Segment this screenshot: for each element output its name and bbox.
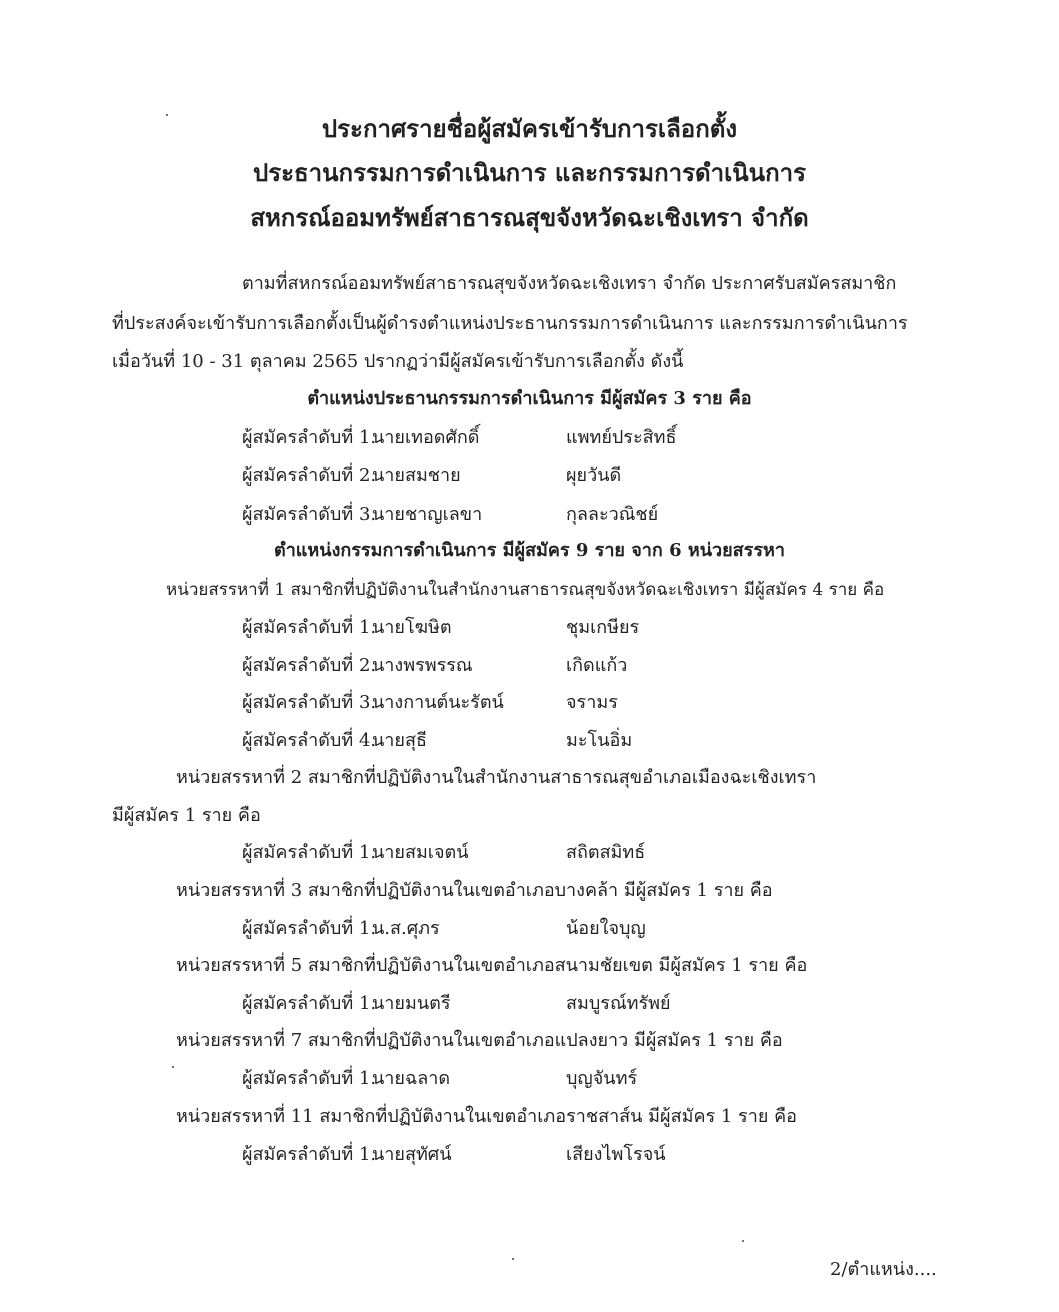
candidate-first-name: นายชาญเลขา bbox=[372, 504, 483, 525]
unit-heading: หน่วยสรรหาที่ 1 สมาชิกที่ปฏิบัติงานในสำนักงานสาธารณสุขจังหวัดฉะเชิงเทรา มีผู้สมัคร 4 ราย คือ bbox=[166, 580, 885, 600]
candidate-first-name: นายสุธี bbox=[372, 730, 427, 751]
candidate-surname: สถิตสมิทธ์ bbox=[566, 842, 646, 863]
candidate-first-name: นายสมชาย bbox=[372, 465, 461, 486]
unit-heading: หน่วยสรรหาที่ 3 สมาชิกที่ปฏิบัติงานในเขตอำเภอบางคล้า มีผู้สมัคร 1 ราย คือ bbox=[176, 880, 773, 901]
unit-heading: หน่วยสรรหาที่ 5 สมาชิกที่ปฏิบัติงานในเขตอำเภอสนามชัยเขต มีผู้สมัคร 1 ราย คือ bbox=[176, 955, 808, 976]
candidate-surname: กุลละวณิชย์ bbox=[566, 504, 659, 525]
unit-heading: หน่วยสรรหาที่ 7 สมาชิกที่ปฏิบัติงานในเขตอำเภอแปลงยาว มีผู้สมัคร 1 ราย คือ bbox=[176, 1030, 783, 1051]
candidate-order-label: ผู้สมัครลำดับที่ 3. bbox=[242, 692, 377, 713]
chair-section-heading: ตำแหน่งประธานกรรมการดำเนินการ มีผู้สมัคร 3 ราย คือ bbox=[307, 388, 752, 409]
document-title-line-1: ประกาศรายชื่อผู้สมัครเข้ารับการเลือกตั้ง bbox=[321, 114, 738, 143]
candidate-first-name: นายฉลาด bbox=[372, 1068, 451, 1089]
intro-line-3: เมื่อวันที่ 10 - 31 ตุลาคม 2565 ปรากฏว่ามีผู้สมัครเข้ารับการเลือกตั้ง ดังนี้ bbox=[112, 351, 684, 372]
scan-speck bbox=[172, 1066, 174, 1068]
scan-speck bbox=[512, 1258, 514, 1260]
candidate-surname: เสียงไพโรจน์ bbox=[566, 1144, 666, 1165]
candidate-surname: น้อยใจบุญ bbox=[566, 918, 646, 939]
candidate-surname: จรามร bbox=[566, 692, 618, 713]
intro-line-1: ตามที่สหกรณ์ออมทรัพย์สาธารณสุขจังหวัดฉะเชิงเทรา จำกัด ประกาศรับสมัครสมาชิก bbox=[242, 273, 897, 294]
candidate-first-name: นางพรพรรณ bbox=[372, 655, 473, 676]
page-continuation-note: 2/ตำแหน่ง.... bbox=[830, 1259, 937, 1280]
document-title-line-2: ประธานกรรมการดำเนินการ และกรรมการดำเนินการ bbox=[253, 158, 806, 187]
candidate-order-label: ผู้สมัครลำดับที่ 1. bbox=[242, 993, 377, 1014]
unit-heading: หน่วยสรรหาที่ 2 สมาชิกที่ปฏิบัติงานในสำนักงานสาธารณสุขอำเภอเมืองฉะเชิงเทรา bbox=[176, 767, 817, 788]
candidate-order-label: ผู้สมัครลำดับที่ 4. bbox=[242, 730, 377, 751]
candidate-order-label: ผู้สมัครลำดับที่ 1. bbox=[242, 1068, 377, 1089]
candidate-first-name: นายสุทัศน์ bbox=[372, 1144, 452, 1165]
candidate-order-label: ผู้สมัครลำดับที่ 1. bbox=[242, 427, 377, 448]
scan-speck bbox=[742, 1240, 744, 1242]
candidate-first-name: นางกานต์นะรัตน์ bbox=[372, 692, 504, 713]
candidate-order-label: ผู้สมัครลำดับที่ 3. bbox=[242, 504, 377, 525]
candidate-surname: เกิดแก้ว bbox=[566, 655, 628, 676]
candidate-surname: บุญจันทร์ bbox=[566, 1068, 638, 1089]
candidate-order-label: ผู้สมัครลำดับที่ 2. bbox=[242, 465, 377, 486]
candidate-first-name: นายมนตรี bbox=[372, 993, 451, 1014]
candidate-surname: ชุมเกษียร bbox=[566, 617, 640, 638]
candidate-order-label: ผู้สมัครลำดับที่ 1. bbox=[242, 617, 377, 638]
candidate-surname: แพทย์ประสิทธิ์ bbox=[566, 427, 677, 448]
candidate-order-label: ผู้สมัครลำดับที่ 2. bbox=[242, 655, 377, 676]
committee-section-heading: ตำแหน่งกรรมการดำเนินการ มีผู้สมัคร 9 ราย จาก 6 หน่วยสรรหา bbox=[274, 540, 785, 561]
candidate-first-name: น.ส.ศุภร bbox=[372, 918, 440, 939]
candidate-order-label: ผู้สมัครลำดับที่ 1. bbox=[242, 842, 377, 863]
unit-heading: หน่วยสรรหาที่ 11 สมาชิกที่ปฏิบัติงานในเขตอำเภอราชสาส์น มีผู้สมัคร 1 ราย คือ bbox=[176, 1106, 797, 1127]
scan-speck bbox=[166, 114, 168, 116]
candidate-surname: มะโนอิ่ม bbox=[566, 730, 633, 751]
unit-heading-continuation: มีผู้สมัคร 1 ราย คือ bbox=[112, 805, 261, 826]
document-title-line-3: สหกรณ์ออมทรัพย์สาธารณสุขจังหวัดฉะเชิงเทรา จำกัด bbox=[250, 203, 809, 232]
candidate-first-name: นายโฆษิต bbox=[372, 617, 452, 638]
candidate-surname: ผุยวันดี bbox=[566, 465, 622, 486]
intro-line-2: ที่ประสงค์จะเข้ารับการเลือกตั้งเป็นผู้ดำรงตำแหน่งประธานกรรมการดำเนินการ และกรรมการดำเนินการ bbox=[112, 313, 908, 334]
candidate-order-label: ผู้สมัครลำดับที่ 1. bbox=[242, 1144, 377, 1165]
candidate-order-label: ผู้สมัครลำดับที่ 1. bbox=[242, 918, 377, 939]
candidate-first-name: นายสมเจตน์ bbox=[372, 842, 469, 863]
candidate-first-name: นายเทอดศักดิ์ bbox=[372, 427, 480, 448]
candidate-surname: สมบูรณ์ทรัพย์ bbox=[566, 993, 671, 1014]
